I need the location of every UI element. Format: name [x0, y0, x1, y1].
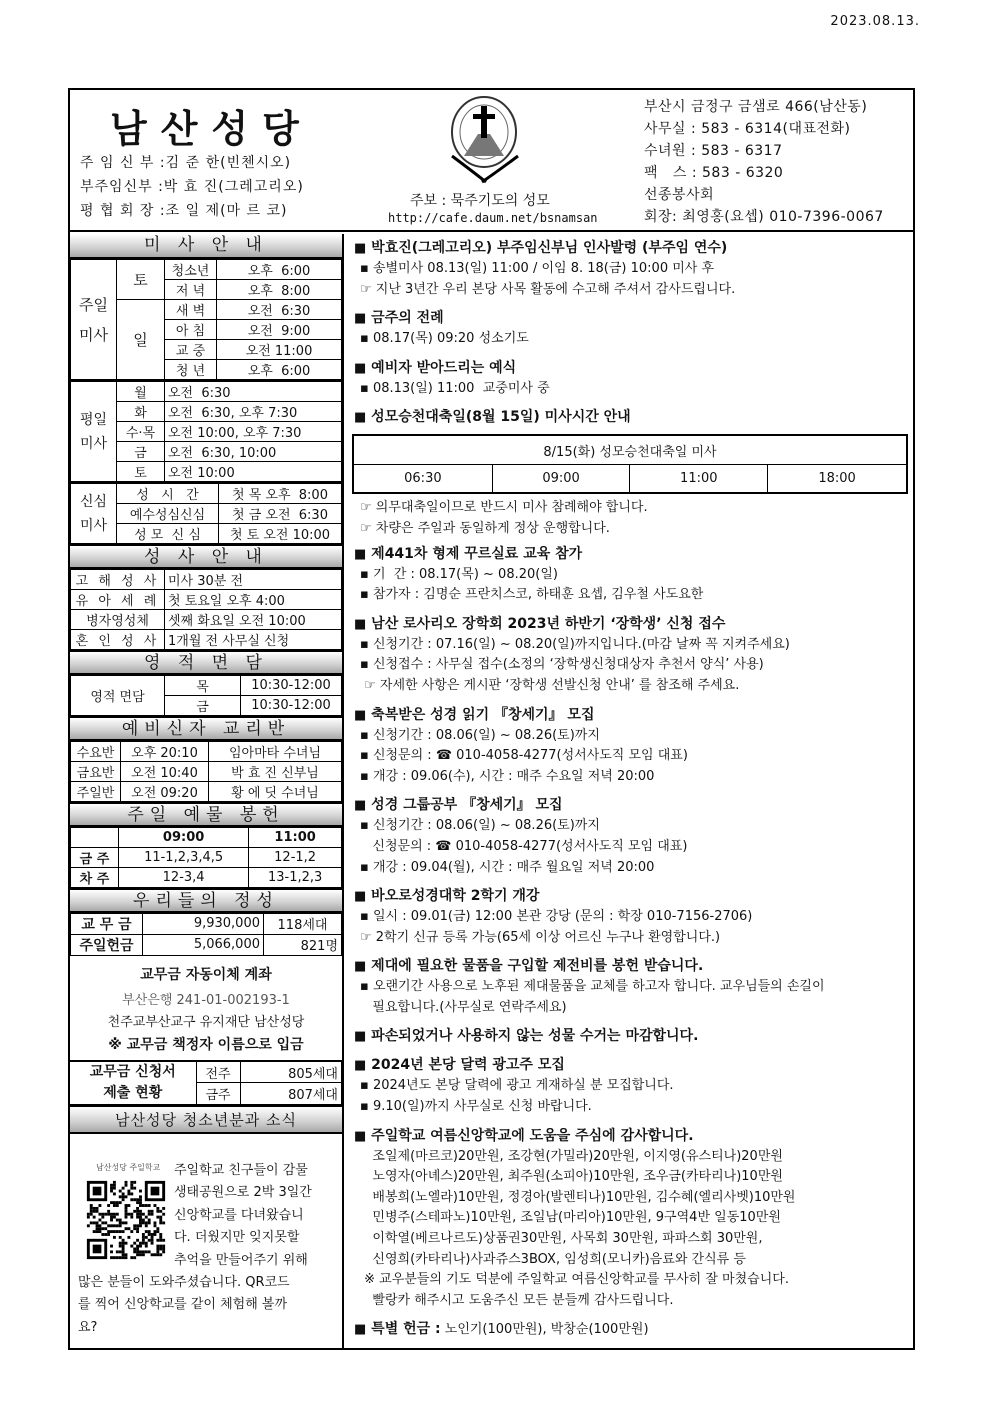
- news-line: 필요합니다.(사무실로 연락주세요): [360, 999, 567, 1015]
- district: 11-1,2,3,4,5: [119, 847, 249, 867]
- sunday-label: 주일미사: [71, 260, 117, 380]
- sacrament-time: 1개월 전 사무실 신청: [165, 630, 342, 650]
- news-line: ▪ 신청접수 : 사무실 접수(소정의 ‘장학생신청대상자 추천서 양식’ 사용): [360, 657, 764, 673]
- teacher: 황 에 딧 수녀님: [209, 782, 342, 802]
- news-line: 배봉희(노엘라)10만원, 정경아(발렌티나)10만원, 김수혜(엘리사벳)10만원: [360, 1189, 796, 1205]
- square-bullet-icon: ■: [354, 311, 367, 327]
- news-line: 이학열(베르나르도)상품권30만원, 사목회 30만원, 파파스회 30만원,: [360, 1231, 763, 1247]
- count: 805세대: [240, 1061, 342, 1083]
- news-line: ▪ 신청문의 : ☎ 010-4058-4277(성서사도직 모임 대표): [360, 748, 688, 764]
- mass-name: 성 시 간: [117, 483, 219, 504]
- news-line: 노영자(아녜스)20만원, 최주원(소피아)10만원, 조우금(카타리나)10만원: [360, 1169, 783, 1185]
- patron: 주보 : 묵주기도의 성모: [410, 193, 550, 209]
- mass-time: 오전 6:30, 10:00: [165, 442, 342, 462]
- heading-text: 제441차 형제 꾸르실료 교육 참가: [371, 545, 583, 562]
- square-bullet-icon: ■: [354, 410, 367, 426]
- catechumen-header: 예비신자 교리반: [70, 716, 342, 741]
- square-bullet-icon: ■: [354, 360, 367, 376]
- text-line: 추억을 만들어주기 위해: [174, 1252, 308, 1268]
- special-offering: [346, 1319, 913, 1340]
- special-value: 노인기(100만원), 박창순(100만원): [440, 1322, 649, 1338]
- news-section: [346, 705, 913, 788]
- spiritual-label: 영적 면담: [71, 676, 165, 716]
- news-heading: [346, 1055, 913, 1076]
- text-line: 생태공원으로 2박 3일간: [174, 1185, 312, 1201]
- news-section: [346, 358, 913, 400]
- mass-time: 18:00: [768, 464, 907, 493]
- mass-time: 오후 6:00: [217, 260, 342, 280]
- submission-table: [70, 1061, 342, 1105]
- news-line: ▪ 오랜기간 사용으로 노후된 제대물품을 교체를 하고자 합니다. 교우님들의 손길이: [360, 979, 825, 995]
- sacrament-name: 병자영성체: [71, 610, 165, 630]
- youth-text-full: [78, 1272, 290, 1340]
- news-line: 신영희(카타리나)사과쥬스3BOX, 임성희(모니카)음료와 간식류 등: [360, 1251, 746, 1267]
- finance-header: 우리들의 정성: [70, 888, 342, 913]
- heading-text: 예비자 받아드리는 예식: [371, 359, 517, 376]
- spiritual-table: [70, 675, 342, 716]
- item: 교 무 금: [71, 913, 143, 934]
- square-bullet-icon: ■: [354, 241, 367, 256]
- week: 전주: [196, 1061, 240, 1083]
- account-owner: 천주교부산교구 유지재단 남산성당: [107, 1014, 305, 1030]
- count: 118세대: [264, 913, 342, 934]
- news-heading: [346, 1026, 913, 1047]
- text-line: 많은 분들이 도와주셨습니다. QR코드: [78, 1274, 290, 1290]
- news-heading: [346, 544, 913, 565]
- empty-cell: [71, 828, 119, 848]
- news-heading: [346, 886, 913, 907]
- news-line: ▪ 개강 : 09.06(수), 시간 : 매주 수요일 저녁 20:00: [360, 768, 655, 784]
- day: 목: [165, 676, 241, 696]
- col-header: 09:00: [119, 828, 249, 848]
- festival-note: ☞ 의무대축일이므로 반드시 미사 참례해야 합니다.: [360, 500, 648, 516]
- news-line: ☞ 지난 3년간 우리 본당 사목 활동에 수고해 주셔서 감사드립니다.: [360, 281, 736, 297]
- time: 10:30-12:00: [241, 676, 342, 696]
- offering-table: [70, 827, 342, 888]
- qr-code-icon[interactable]: [84, 1178, 168, 1262]
- news-heading: [346, 358, 913, 379]
- festival-mass-table: [352, 434, 908, 494]
- funeral-contact: 회장: 최영홍(요셉) 010-7396-0067: [644, 209, 884, 225]
- sacrament-time: 첫 토요일 오후 4:00: [165, 590, 342, 610]
- mass-name: 청소년: [165, 260, 217, 280]
- teacher: 박 효 진 신부님: [209, 762, 342, 782]
- news-heading: [346, 956, 913, 977]
- address: 부산시 금정구 금샘로 466(남산동): [644, 99, 868, 115]
- mass-time: 오전 10:00, 오후 7:30: [165, 422, 342, 442]
- youth-news: [70, 1134, 342, 1360]
- mass-time: 오전 6:30, 오후 7:30: [165, 402, 342, 422]
- staff-pastor: 주 임 신 부 :김 준 한(빈첸시오): [80, 155, 292, 171]
- news-column: [346, 234, 913, 1340]
- item: 주일헌금: [71, 934, 143, 955]
- text-line: 요?: [78, 1319, 98, 1335]
- mass-time: 오전 6:30: [165, 381, 342, 402]
- news-list: [346, 544, 913, 1312]
- left-column: [70, 234, 344, 1348]
- news-line: ▪ 신청기간 : 08.06(일) ~ 08.26(토)까지: [360, 818, 600, 834]
- news-line: ▪ 참가자 : 김명순 프란치스코, 하태훈 요셉, 김우철 사도요한: [360, 587, 704, 603]
- news-line: ☞ 2학기 신규 등록 가능(65세 이상 어르신 누구나 환영합니다.): [360, 929, 721, 945]
- news-heading: [346, 407, 913, 428]
- devotion-table: [70, 482, 342, 544]
- class: 수요반: [71, 742, 121, 762]
- text-line: 신앙학교를 다녀왔습니: [174, 1207, 304, 1223]
- news-line: ▪ 신청기간 : 08.06(일) ~ 08.26(토)까지: [360, 727, 600, 743]
- square-bullet-icon: ■: [354, 1322, 367, 1338]
- news-heading: [346, 238, 913, 259]
- time: 오후 20:10: [121, 742, 209, 762]
- fax: 팩 스 : 583 - 6320: [644, 165, 784, 181]
- day: 월: [117, 381, 165, 402]
- bank-account: 부산은행 241-01-002193-1: [122, 992, 290, 1008]
- offering-header: 주일 예물 봉헌: [70, 802, 342, 827]
- staff-associate: 부주임신부 :박 효 진(그레고리오): [80, 179, 304, 195]
- week: 금주: [196, 1083, 240, 1105]
- heading-text: 주일학교 여름신앙학교에 도움을 주심에 감사합니다.: [371, 1127, 694, 1144]
- square-bullet-icon: ■: [354, 1058, 367, 1074]
- label: 교무금 신청서: [89, 1063, 176, 1080]
- day: 토: [117, 462, 165, 482]
- news-line: ▪ 신청기간 : 07.16(일) ~ 08.20(일)까지입니다.(마감 날짜 꼭 지켜주세요): [360, 636, 790, 652]
- festival-note: ☞ 차량은 주일과 동일하게 정상 운행합니다.: [360, 520, 610, 536]
- news-line: ▪ 08.13(일) 11:00 교중미사 중: [360, 380, 550, 396]
- news-heading: [346, 795, 913, 816]
- mass-time: 오후 6:00: [217, 360, 342, 380]
- sacrament-header: 성 사 안 내: [70, 544, 342, 569]
- square-bullet-icon: ■: [354, 798, 367, 814]
- spiritual-header: 영 적 면 담: [70, 650, 342, 675]
- news-line: ▪ 9.10(일)까지 사무실로 신청 바랍니다.: [360, 1099, 592, 1115]
- qr-label: 남산성당 주일학교: [96, 1162, 161, 1172]
- col-header: 11:00: [249, 828, 342, 848]
- label: 제출 현황: [103, 1084, 163, 1101]
- devotion-label: 신심미사: [71, 483, 117, 544]
- mass-time: 오후 8:00: [217, 280, 342, 300]
- transfer-note: ※ 교무금 책정자 이름으로 입금: [108, 1036, 304, 1053]
- mass-table: [70, 259, 342, 380]
- heading-text: 바오로성경대학 2학기 개강: [371, 888, 540, 905]
- day: 금: [165, 696, 241, 716]
- mass-time: 첫 목 오후 8:00: [219, 483, 342, 504]
- mass-time: 09:00: [492, 464, 630, 493]
- mass-name: 저 녁: [165, 280, 217, 300]
- sacrament-name: 유 아 세 례: [71, 590, 165, 610]
- week: 차 주: [71, 867, 119, 887]
- heading-text: 2024년 본당 달력 광고주 모집: [371, 1057, 565, 1074]
- district: 13-1,2,3: [249, 867, 342, 887]
- news-line: ▪ 개강 : 09.04(월), 시간 : 매주 월요일 저녁 20:00: [360, 859, 655, 875]
- sacrament-time: 셋째 화요일 오전 10:00: [165, 610, 342, 630]
- header: [70, 90, 913, 232]
- heading-text: 박효진(그레고리오) 부주임신부님 인사발령 (부주임 연수): [371, 240, 728, 256]
- heading-text: 파손되었거나 사용하지 않는 성물 수거는 마감합니다.: [371, 1028, 699, 1045]
- news-section: [346, 1126, 913, 1312]
- square-bullet-icon: ■: [354, 616, 367, 632]
- mass-header: 미 사 안 내: [70, 234, 342, 259]
- mass-name: 예수성심신심: [117, 504, 219, 524]
- square-bullet-icon: ■: [354, 889, 367, 905]
- bulletin: [68, 88, 915, 1350]
- news-section: [346, 308, 913, 350]
- convent-phone: 수녀원 : 583 - 6317: [644, 143, 783, 159]
- time: 10:30-12:00: [241, 696, 342, 716]
- mass-name: 교 중: [165, 340, 217, 360]
- sacrament-name: 혼 인 성 사: [71, 630, 165, 650]
- news-line: ※ 교우분들의 기도 덕분에 주일학교 여름신앙학교를 무사히 잘 마쳤습니다.: [360, 1272, 789, 1288]
- news-line: ▪ 송별미사 08.13(일) 11:00 / 이임 8. 18(금) 10:00 미사 후: [360, 261, 715, 276]
- mass-time: 오전 9:00: [217, 320, 342, 340]
- news-line: ▪ 08.17(목) 09:20 성소기도: [360, 331, 529, 347]
- weekday-label: 평일미사: [71, 381, 117, 482]
- text-line: 주일학교 친구들이 감물: [174, 1162, 308, 1178]
- cafe-link[interactable]: http://cafe.daum.net/bsnamsan: [388, 211, 598, 225]
- transfer-title: 교무금 자동이체 계좌: [140, 966, 272, 983]
- news-section: [346, 407, 913, 428]
- mass-time: 첫 금 오전 6:30: [219, 504, 342, 524]
- news-line: 민병주(스테파노)10만원, 조일남(마리아)10만원, 9구역4반 일동10만원: [360, 1210, 781, 1226]
- district: 12-3,4: [119, 867, 249, 887]
- news-section: [346, 1026, 913, 1047]
- news-section: [346, 238, 913, 300]
- bulletin-date: 2023.08.13.: [830, 14, 920, 29]
- news-heading: [346, 705, 913, 726]
- news-section: [346, 886, 913, 948]
- news-line: 신청문의 : ☎ 010-4058-4277(성서사도직 모임 대표): [360, 838, 688, 854]
- sacrament-time: 미사 30분 전: [165, 570, 342, 590]
- funeral-group: 선종봉사회: [644, 187, 715, 203]
- weekday-table: [70, 380, 342, 482]
- sat-label: 토: [117, 260, 165, 300]
- square-bullet-icon: ■: [354, 707, 367, 723]
- day: 수·목: [117, 422, 165, 442]
- news-heading: [346, 1126, 913, 1147]
- text-line: 다. 더웠지만 잊지못할: [174, 1230, 300, 1246]
- finance-table: [70, 913, 342, 956]
- count: 807세대: [240, 1083, 342, 1105]
- heading-text: 남산 로사리오 장학회 2023년 하반기 ‘장학생’ 신청 접수: [371, 615, 726, 632]
- festival-title: 8/15(화) 성모승천대축일 미사: [353, 435, 907, 464]
- amount: 5,066,000: [143, 934, 264, 955]
- square-bullet-icon: ■: [354, 546, 367, 562]
- mass-time: 오전 6:30: [217, 300, 342, 320]
- week: 금 주: [71, 847, 119, 867]
- class: 금요반: [71, 762, 121, 782]
- news-line: ▪ 기 간 : 08.17(목) ~ 08.20(일): [360, 566, 558, 582]
- teacher: 임아마타 수녀님: [209, 742, 342, 762]
- count: 821명: [264, 934, 342, 955]
- class: 주일반: [71, 782, 121, 802]
- special-label: 특별 헌금 :: [371, 1321, 441, 1338]
- mass-name: 청 년: [165, 360, 217, 380]
- news-heading: [346, 614, 913, 635]
- mass-time: 첫 토 오전 10:00: [219, 524, 342, 544]
- square-bullet-icon: ■: [354, 959, 367, 975]
- mass-name: 성 모 신 심: [117, 524, 219, 544]
- text-line: 를 찍어 신앙학교를 같이 체험해 볼까: [78, 1297, 288, 1313]
- parish-title: 남산성당: [110, 106, 313, 151]
- news-section: [346, 544, 913, 606]
- sacrament-table: [70, 569, 342, 650]
- mass-name: 새 벽: [165, 300, 217, 320]
- news-list: [346, 238, 913, 428]
- parish-emblem-icon: [442, 96, 532, 186]
- submission-label: [70, 1061, 196, 1104]
- auto-transfer: [70, 956, 342, 1061]
- news-section: [346, 956, 913, 1018]
- news-line: ▪ 일시 : 09.01(금) 12:00 본관 강당 (문의 : 학장 010-7156-2706): [360, 909, 753, 925]
- mass-time: 오전 10:00: [165, 462, 342, 482]
- day: 화: [117, 402, 165, 422]
- sun-label: 일: [117, 300, 165, 380]
- news-line: 빨랑카 해주시고 도움주신 모든 분들께 감사드립니다.: [360, 1292, 674, 1308]
- square-bullet-icon: ■: [354, 1128, 367, 1144]
- news-line: ☞ 자세한 사항은 게시판 ‘장학생 선발신청 안내’ 를 참조해 주세요.: [360, 677, 740, 693]
- day: 금: [117, 442, 165, 462]
- mass-time: 오전 11:00: [217, 340, 342, 360]
- square-bullet-icon: ■: [354, 1029, 367, 1045]
- time: 오전 09:20: [121, 782, 209, 802]
- amount: 9,930,000: [143, 913, 264, 934]
- youth-text: [174, 1160, 338, 1273]
- news-section: [346, 795, 913, 878]
- mass-time: 11:00: [630, 464, 768, 493]
- district: 12-1,2: [249, 847, 342, 867]
- news-line: 조일제(마르코)20만원, 조강현(가밀라)20만원, 이지영(유스티나)20만원: [360, 1148, 783, 1164]
- heading-text: 성모승천대축일(8월 15일) 미사시간 안내: [371, 409, 631, 426]
- heading-text: 금주의 전례: [371, 310, 444, 327]
- heading-text: 축복받은 성경 읽기 『창세기』 모집: [371, 706, 595, 723]
- heading-text: 성경 그룹공부 『창세기』 모집: [371, 797, 563, 814]
- office-phone: 사무실 : 583 - 6314(대표전화): [644, 121, 851, 137]
- heading-text: 제대에 필요한 물품을 구입할 제전비를 봉헌 받습니다.: [371, 958, 704, 975]
- catechumen-table: [70, 741, 342, 802]
- sacrament-name: 고 해 성 사: [71, 570, 165, 590]
- mass-name: 아 침: [165, 320, 217, 340]
- staff-council: 평 협 회 장 :조 일 제(마 르 코): [80, 203, 288, 219]
- news-line: ▪ 2024년도 본당 달력에 광고 게재하실 분 모집합니다.: [360, 1078, 674, 1094]
- youth-header: 남산성당 청소년분과 소식: [70, 1105, 342, 1134]
- time: 오전 10:40: [121, 762, 209, 782]
- mass-time: 06:30: [353, 464, 492, 493]
- news-heading: [346, 308, 913, 329]
- news-section: [346, 1055, 913, 1117]
- news-section: [346, 614, 913, 697]
